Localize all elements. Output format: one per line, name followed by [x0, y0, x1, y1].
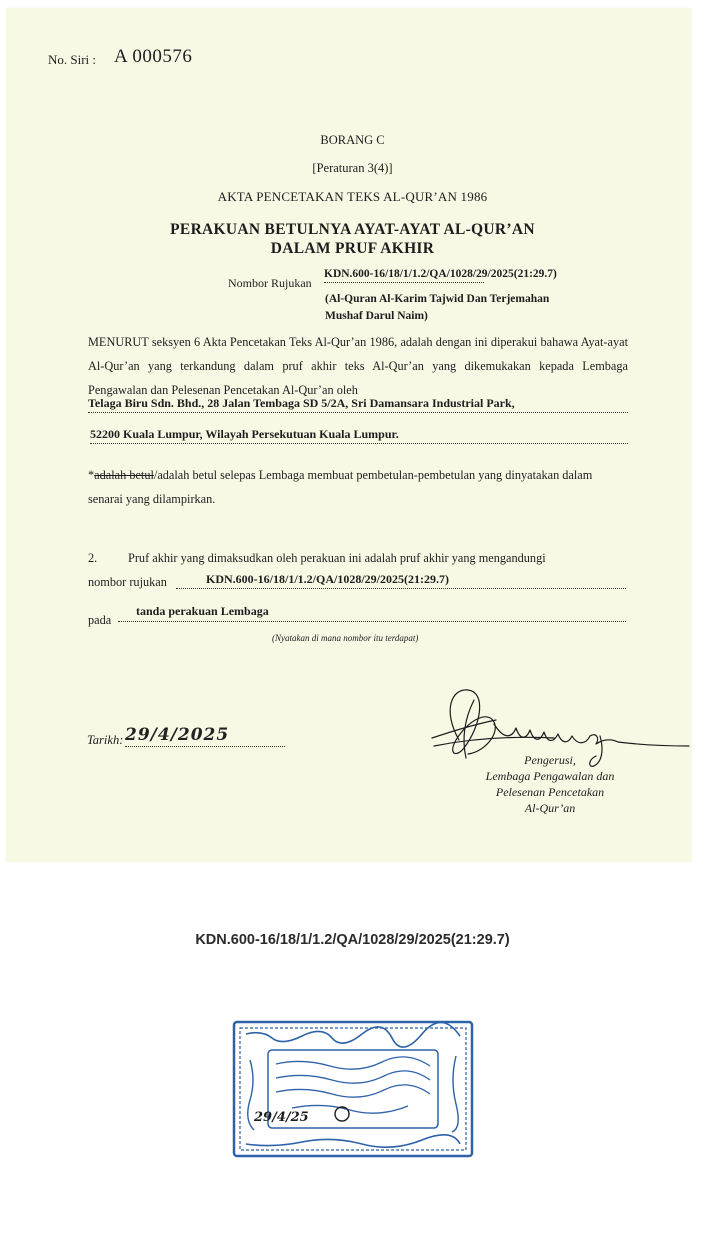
certificate-title-line2: DALAM PRUF AKHIR	[270, 240, 435, 257]
struck-text: adalah betul	[94, 468, 154, 482]
signer-block	[440, 752, 660, 816]
serial-label: No. Siri :	[48, 52, 97, 67]
reference-number: KDN.600-16/18/1/1.2/QA/1028/29/2025(21:29.7)	[324, 268, 484, 283]
location-value: tanda perakuan Lembaga	[118, 604, 626, 622]
certificate-title	[0, 220, 705, 258]
signer-org-line3: Al-Qur’an	[524, 801, 576, 815]
publisher-address-line2: 52200 Kuala Lumpur, Wilayah Persekutuan Kuala Lumpur.	[90, 427, 628, 444]
date-field	[125, 725, 285, 747]
note-asterisk: *	[88, 468, 95, 482]
correction-note	[88, 463, 630, 511]
stamp-handwritten-date: 29/4/25	[254, 1110, 309, 1125]
signer-title: Pengerusi,	[524, 753, 576, 767]
handwritten-date: 29/4/2025	[125, 725, 230, 745]
section2-text: Pruf akhir yang dimaksudkan oleh perakuan ini adalah pruf akhir yang mengandungi	[128, 551, 546, 565]
reference-title-line2: Mushaf Darul Naim)	[325, 310, 428, 322]
act-title: AKTA PENCETAKAN TEKS AL-QUR’AN 1986	[217, 189, 488, 204]
form-title: BORANG C	[320, 133, 385, 147]
date-label: Tarikh:	[87, 733, 124, 747]
section2-reference-number: KDN.600-16/18/1/1.2/QA/1028/29/2025(21:29.7)	[176, 572, 626, 589]
section2-reference-label: nombor rujukan	[88, 575, 167, 589]
section-number: 2.	[88, 551, 98, 565]
footer-reference: KDN.600-16/18/1/1.2/QA/1028/29/2025(21:29.7)	[195, 932, 510, 948]
note-text: /adalah betul selepas Lembaga membuat pembetulan-pembetulan yang dinyatakan dalam senarai yang dilampirkan.	[88, 468, 593, 506]
board-approval-stamp	[232, 1020, 474, 1158]
location-hint: (Nyatakan di mana nombor itu terdapat)	[272, 633, 419, 643]
regulation-reference: [Peraturan 3(4)]	[312, 161, 393, 175]
publisher-address-line1: Telaga Biru Sdn. Bhd., 28 Jalan Tembaga SD 5/2A, Sri Damansara Industrial Park,	[88, 396, 628, 413]
reference-label: Nombor Rujukan	[228, 276, 312, 290]
location-label: pada	[88, 613, 112, 627]
certificate-title-line1: PERAKUAN BETULNYA AYAT-AYAT AL-QUR’AN	[170, 221, 535, 238]
certification-paragraph: MENURUT seksyen 6 Akta Pencetakan Teks Al-Qur’an 1986, adalah dengan ini diperakui bahawa Ayat-ayat Al-Qur’an yang terkandung dalam pruf akhir teks Al-Qur’an yang dikemukakan kepada Lembaga Pengawalan dan Pelesenan Pencetakan Al-Qur’an oleh	[88, 335, 628, 397]
serial-number: A 000576	[114, 46, 193, 67]
signer-org-line2: Pelesenan Pencetakan	[495, 785, 605, 799]
reference-title-line1: (Al-Quran Al-Karim Tajwid Dan Terjemahan	[325, 293, 550, 305]
reference-title	[325, 291, 549, 325]
signer-org-line1: Lembaga Pengawalan dan	[485, 769, 615, 783]
